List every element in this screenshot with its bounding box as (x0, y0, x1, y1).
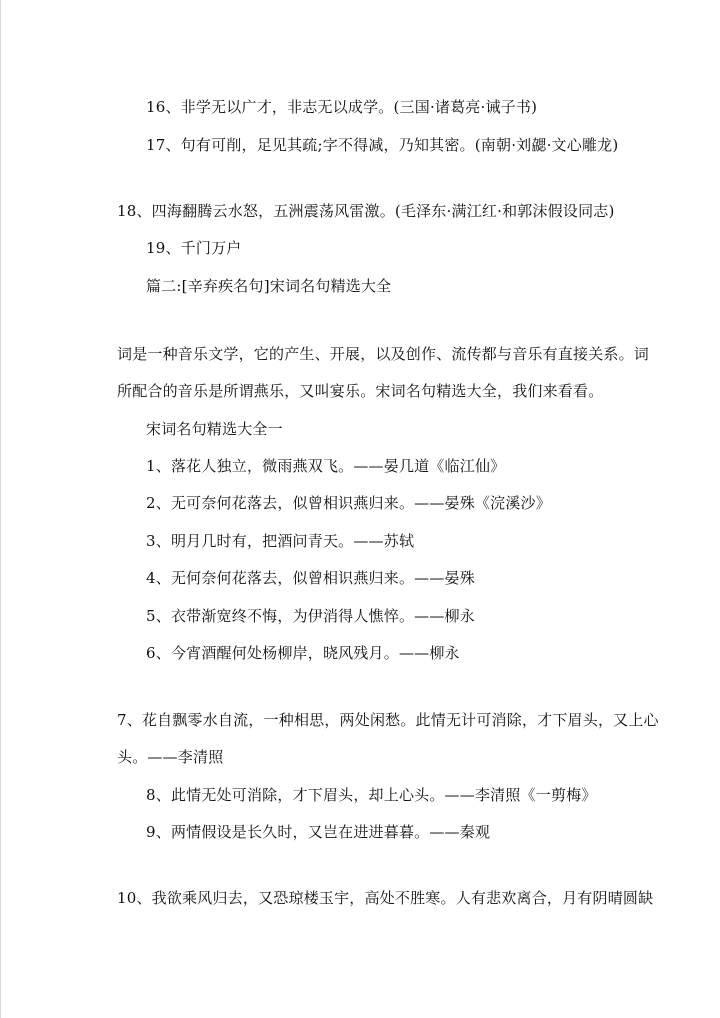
poem-line-2: 2、无可奈何花落去，似曾相识燕归来。——晏殊《浣溪沙》 (146, 494, 551, 512)
poem-line-7-part-1: 7、花自飘零水自流，一种相思，两处闲愁。此情无计可消除，才下眉头，又上心 (117, 711, 659, 729)
poem-line-9: 9、两情假设是长久时，又岂在进进暮暮。——秦观 (146, 823, 491, 841)
poem-line-7-part-2: 头。——李清照 (117, 748, 224, 766)
poem-line-5: 5、衣带渐宽终不悔，为伊消得人憔悴。——柳永 (146, 607, 475, 625)
quote-line-19: 19、千门万户 (146, 239, 242, 257)
poem-line-6: 6、今宵酒醒何处杨柳岸，晓风残月。——柳永 (146, 644, 460, 662)
poem-line-3: 3、明月几时有，把酒问青天。——苏轼 (146, 532, 415, 550)
subtitle: 宋词名句精选大全一 (146, 420, 283, 438)
poem-line-10: 10、我欲乘风归去，又恐琼楼玉宇，高处不胜寒。人有悲欢离合，月有阴晴圆缺 (117, 889, 654, 907)
intro-paragraph-line-1: 词是一种音乐文学，它的产生、开展，以及创作、流传都与音乐有直接关系。词 (117, 345, 650, 363)
quote-line-16: 16、非学无以广才，非志无以成学。(三国·诸葛亮·诫子书) (146, 98, 538, 116)
poem-line-8: 8、此情无处可消除，才下眉头，却上心头。——李清照《一剪梅》 (146, 786, 597, 804)
intro-paragraph-line-2: 所配合的音乐是所谓燕乐，又叫宴乐。宋词名句精选大全，我们来看看。 (117, 382, 604, 400)
quote-line-17: 17、句有可削，足见其疏;字不得减，乃知其密。(南朝·刘勰·文心雕龙) (146, 136, 619, 154)
quote-line-18: 18、四海翻腾云水怒，五洲震荡风雷激。(毛泽东·满江红·和郭沫假设同志) (117, 202, 615, 220)
poem-line-1: 1、落花人独立，微雨燕双飞。——晏几道《临江仙》 (146, 457, 506, 475)
poem-line-4: 4、无何奈何花落去，似曾相识燕归来。——晏殊 (146, 569, 475, 587)
section-title: 篇二:[辛弃疾名句]宋词名句精选大全 (146, 277, 392, 295)
